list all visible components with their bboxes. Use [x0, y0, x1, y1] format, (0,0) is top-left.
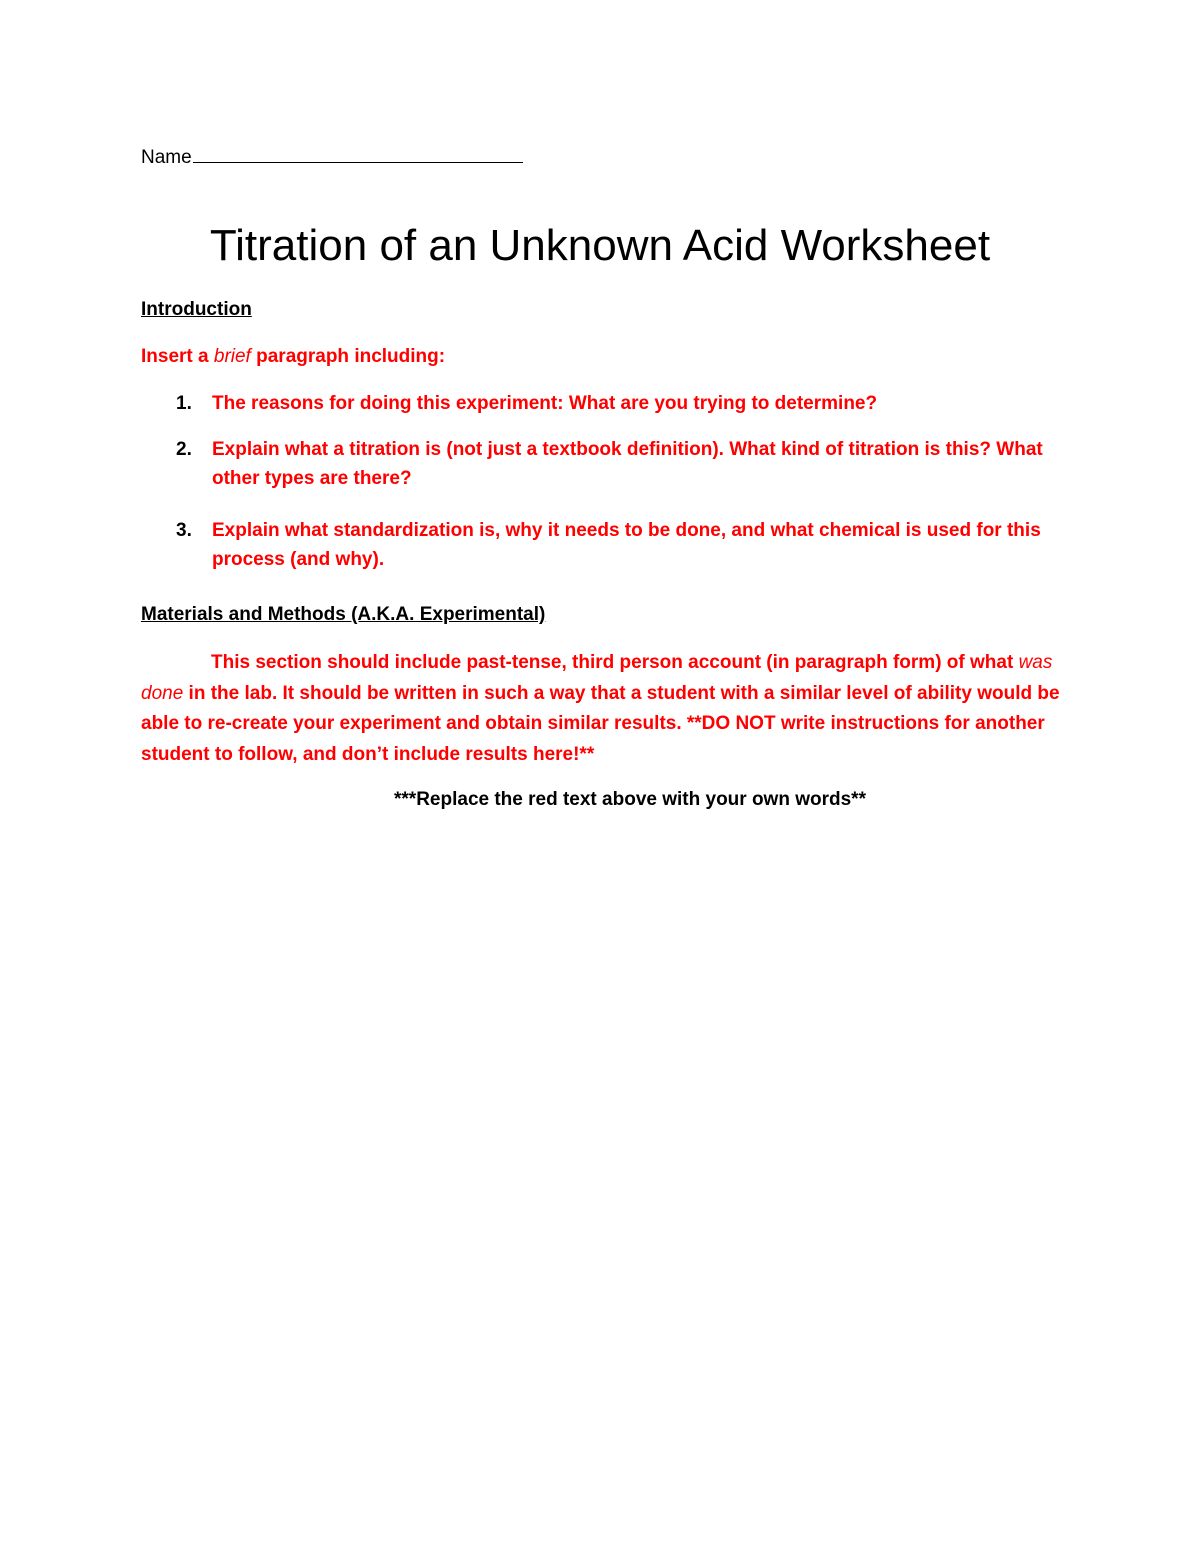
introduction-lead-suffix: paragraph including: — [250, 346, 446, 367]
replace-instruction-note: ***Replace the red text above with your own words** — [394, 789, 866, 810]
list-item — [176, 516, 1076, 574]
list-item-number: 3. — [176, 520, 192, 541]
name-label: Name — [141, 147, 192, 168]
introduction-heading: Introduction — [141, 299, 252, 320]
list-item — [176, 389, 1076, 418]
introduction-lead — [141, 344, 445, 370]
list-item — [176, 435, 1076, 493]
methods-heading: Materials and Methods (A.K.A. Experimental) — [141, 604, 546, 625]
methods-text-emphasis: was done — [141, 652, 1053, 704]
page-title: Titration of an Unknown Acid Worksheet — [209, 221, 991, 270]
introduction-lead-emphasis: brief — [213, 346, 251, 367]
methods-text-part1: This section should include past-tense, third person account (in paragraph form) of what — [211, 652, 1019, 673]
methods-paragraph — [141, 648, 1061, 770]
list-item-number: 2. — [176, 439, 192, 460]
name-blank-line[interactable] — [193, 144, 523, 163]
list-item-text: The reasons for doing this experiment: What are you trying to determine? — [212, 393, 878, 414]
list-item-number: 1. — [176, 393, 192, 414]
methods-text-part2: in the lab. It should be written in such a way that a student with a similar level of ability would be able to re-create your experiment and obtain similar results. **DO NOT write instructions for another student to follow, and don’t include results here!** — [141, 682, 1060, 765]
list-item-text: Explain what a titration is (not just a textbook definition). What kind of titration is this? What other types are there? — [212, 439, 1043, 489]
list-item-text: Explain what standardization is, why it needs to be done, and what chemical is used for this process (and why). — [212, 520, 1041, 570]
name-field[interactable] — [141, 144, 523, 171]
introduction-lead-prefix: Insert a — [141, 346, 214, 367]
